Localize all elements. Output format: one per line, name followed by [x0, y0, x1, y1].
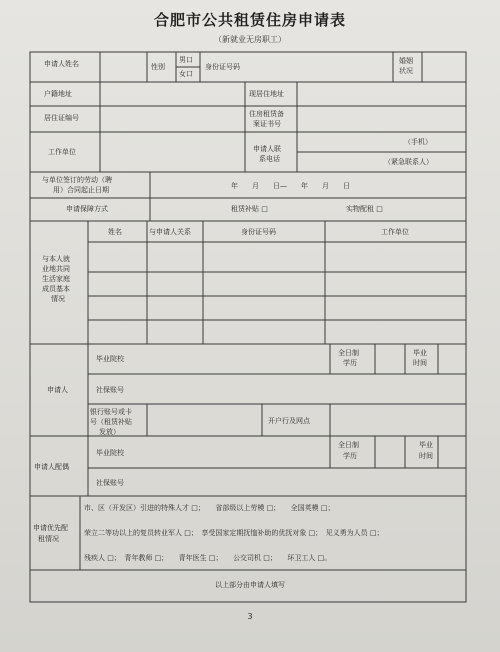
contract-dates-field[interactable]: 年 月 日— 年 月 日	[231, 182, 350, 190]
applicant-section-label: 申请人	[47, 386, 68, 394]
applicant-bank-branch-label: 开户行及网点	[268, 417, 310, 425]
family-label-line4: 成员基本	[42, 285, 70, 293]
family-label-line1: 与本人就	[42, 255, 70, 263]
lease-cert-label-line2: 案证书号	[253, 120, 281, 128]
household-address-label: 户籍地址	[44, 90, 72, 98]
applicant-social-security-label: 社保账号	[96, 386, 124, 394]
contract-dates-label-line1: 与单位签订的劳动（聘	[42, 176, 112, 184]
spouse-section-label: 申请人配偶	[34, 463, 69, 471]
priority-options-line2[interactable]: 荣立二等功以上的复员转业军人 □； 享受国家定期抚恤补助的优抚对象 □； 见义勇为人员 □；	[84, 529, 384, 537]
priority-options-line3[interactable]: 残疾人 □； 青年教师 □； 青年医生 □； 公交司机 □； 环卫工人 □。	[84, 554, 332, 562]
gender-male-checkbox[interactable]: 男口	[179, 56, 193, 64]
marital-label-line1: 婚姻	[399, 57, 413, 65]
marital-label-line2: 状况	[399, 67, 413, 75]
contact-phone-label-line2: 系电话	[259, 155, 280, 163]
applicant-fulltime-label-line2: 学历	[343, 359, 357, 367]
applicant-fulltime-label-line1: 全日制	[338, 349, 359, 357]
applicant-bank-label-line2: 号（租赁补贴	[90, 418, 132, 426]
applicant-grad-time-label-line1: 毕业	[413, 349, 427, 357]
contact-phone-label-line1: 申请人联	[253, 145, 281, 153]
priority-options-line1[interactable]: 市、区（开发区）引进的特殊人才 □； 省部级以上劳模 □； 全国英模 □；	[84, 504, 335, 512]
spouse-graduate-school-label: 毕业院校	[96, 449, 124, 457]
footer-note: 以上部分由申请人填写	[215, 581, 285, 589]
priority-label-line2: 租情况	[38, 535, 59, 543]
work-unit-label: 工作单位	[48, 148, 76, 156]
family-header-work-unit: 工作单位	[381, 228, 409, 236]
family-header-relationship: 与申请人关系	[149, 228, 191, 236]
residence-permit-label: 居住证编号	[44, 114, 79, 122]
priority-label-line1: 申请优先配	[33, 524, 68, 532]
guarantee-method-label: 申请保障方式	[66, 205, 108, 213]
emergency-contact-label: （紧急联系人）	[384, 158, 433, 166]
spouse-fulltime-label-line2: 学历	[343, 452, 357, 460]
gender-female-checkbox[interactable]: 女口	[179, 70, 193, 78]
form-title: 合肥市公共租赁住房申请表	[153, 11, 346, 29]
spouse-grad-time-label-line2: 时间	[419, 452, 433, 460]
gender-label: 性别	[151, 63, 165, 71]
contract-dates-label-line2: 用）合同起止日期	[53, 186, 109, 194]
family-header-id-number: 身份证号码	[241, 228, 276, 236]
physical-allocation-checkbox[interactable]: 实物配租 □	[346, 205, 383, 213]
applicant-bank-label-line1: 银行账号或卡	[90, 408, 132, 416]
spouse-grad-time-label-line1: 毕业	[419, 441, 433, 449]
family-label-line2: 业地共同	[42, 265, 70, 273]
rent-subsidy-checkbox[interactable]: 租赁补贴 □	[231, 205, 268, 213]
family-label-line3: 生活家庭	[42, 275, 70, 283]
mobile-label: （手机）	[404, 138, 432, 146]
lease-cert-label-line1: 住房租赁备	[249, 110, 284, 118]
form-subtitle: （新就业无房职工）	[214, 35, 286, 44]
spouse-social-security-label: 社保账号	[96, 479, 124, 487]
spouse-fulltime-label-line1: 全日制	[338, 441, 359, 449]
applicant-graduate-school-label: 毕业院校	[96, 355, 124, 363]
id-number-label: 身份证号码	[205, 63, 240, 71]
family-header-name: 姓名	[108, 228, 122, 236]
page-number: 3	[247, 612, 253, 621]
applicant-name-label: 申请人姓名	[44, 60, 79, 68]
current-address-label: 现居住地址	[249, 90, 284, 98]
applicant-bank-label-line3: 发放）	[99, 428, 120, 436]
applicant-grad-time-label-line2: 时间	[413, 359, 427, 367]
family-label-line5: 情况	[51, 295, 65, 303]
